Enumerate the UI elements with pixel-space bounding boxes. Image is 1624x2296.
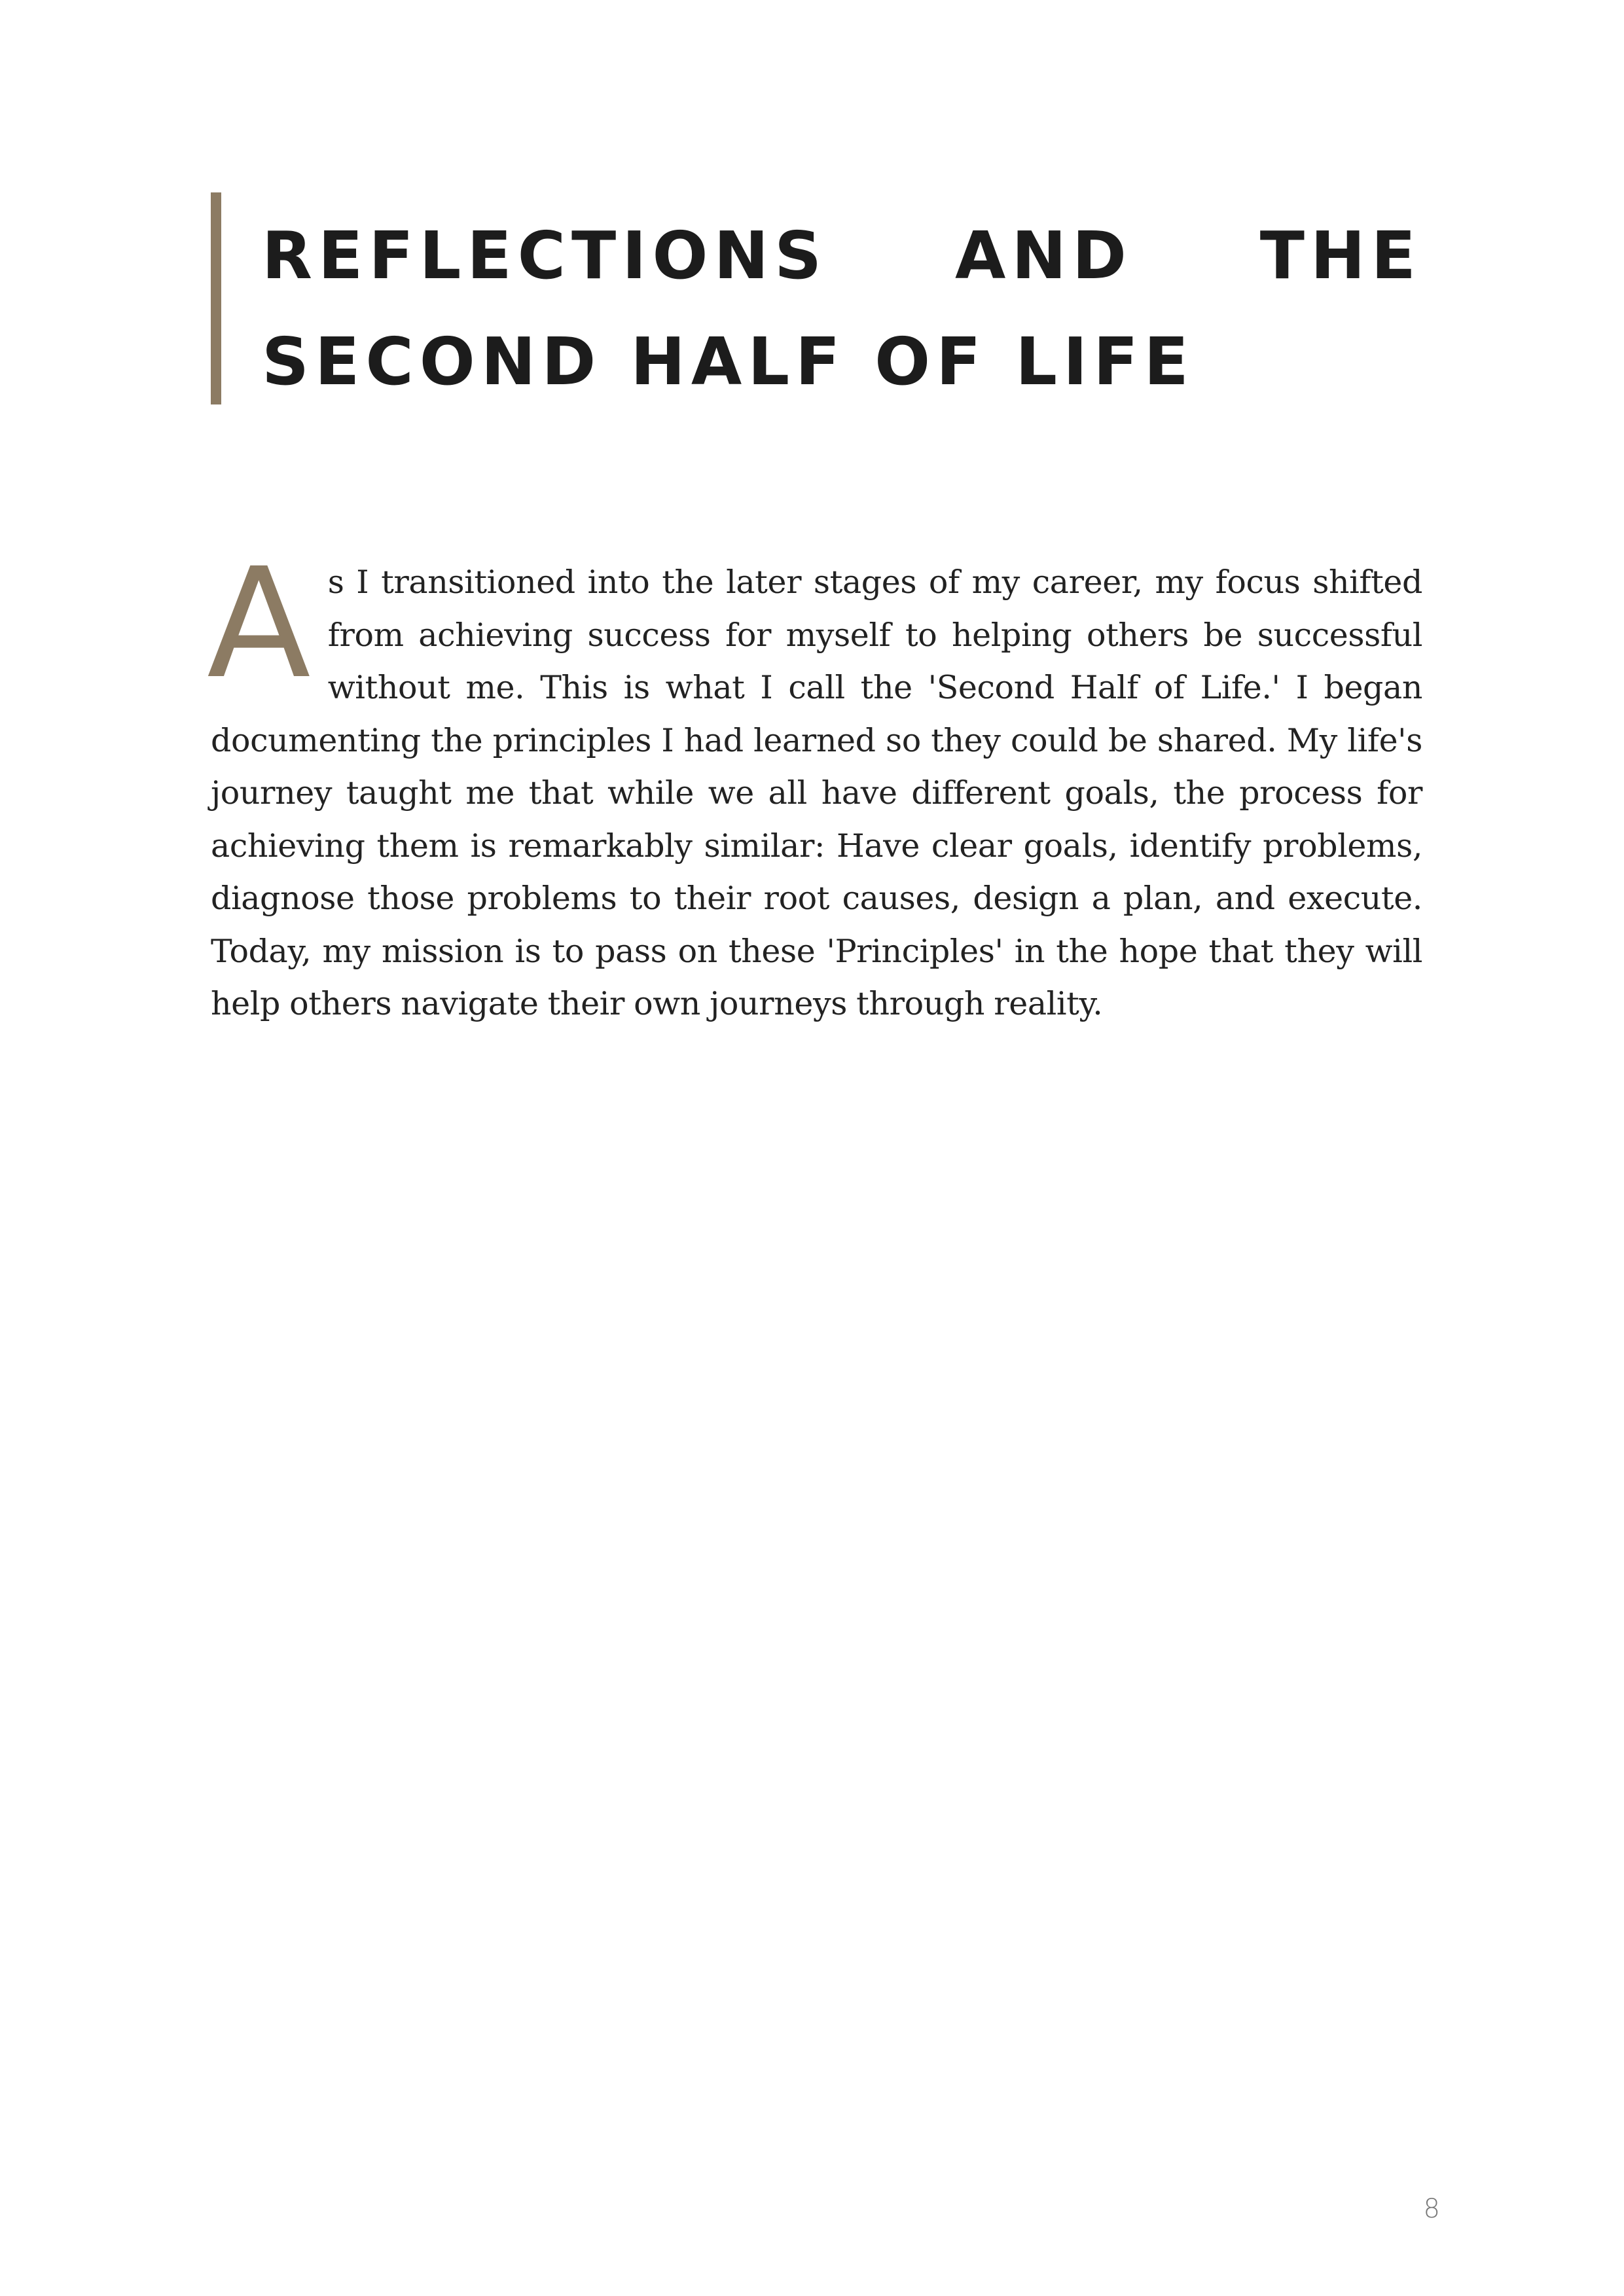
chapter-title-word: THE [1259, 217, 1422, 294]
chapter-title-word: AND [954, 217, 1133, 294]
chapter-title [262, 203, 1422, 415]
chapter-heading [211, 192, 1422, 404]
chapter-title-line-1 [262, 203, 1422, 309]
drop-cap: A [207, 535, 311, 712]
chapter-title-line-2: SECOND HALF OF LIFE [262, 323, 1195, 400]
body-paragraph: s I transitioned into the later stages of my career, my focus shifted from achieving success for myself to helping others be successful without me. This is what I call the 'Second Half of Life.' I began documenting the principles I had learned so they could be shared. My life's journey taught me that while we all have different goals, the process for achieving them is remarkably similar: Have clear goals, identify problems, diagnose those problems to their root causes, design a plan, and execute. Today, my mission is to pass on these 'Principles' in the hope that they will help others navigate their own journeys through reality. [211, 564, 1422, 1022]
heading-accent-bar [211, 192, 221, 404]
chapter-title-word: REFLECTIONS [262, 217, 828, 294]
body-section [207, 535, 1422, 1031]
page-number: 8 [1423, 2194, 1440, 2224]
